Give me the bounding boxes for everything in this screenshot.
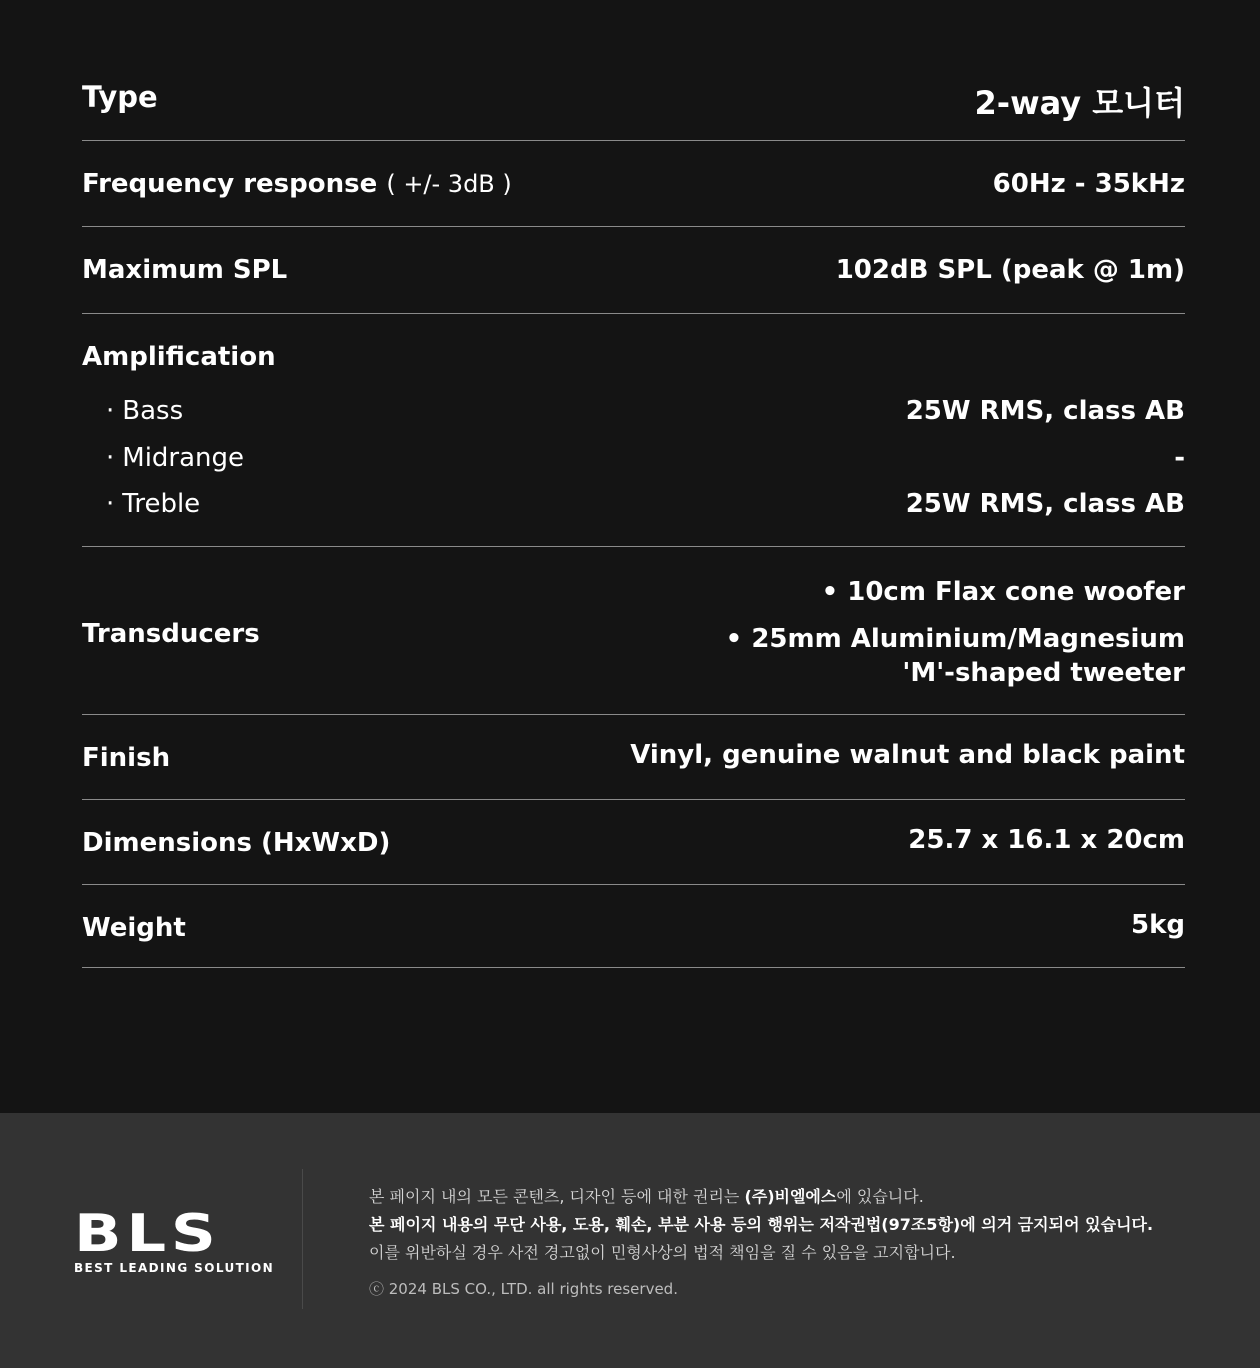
spec-label-spl: Maximum SPL [82, 255, 288, 285]
spec-table [82, 56, 1185, 968]
bls-logo-mark: BLS [74, 1204, 221, 1264]
amplification-item-midrange [82, 443, 1185, 483]
transducer-tweeter-line2: 'M'-shaped tweeter [902, 658, 1185, 688]
bullet-icon: · [106, 396, 115, 426]
spec-value-frequency: 60Hz - 35kHz [992, 169, 1185, 199]
spec-row-dimensions [82, 800, 1185, 885]
bullet-icon: · [106, 489, 115, 519]
frequency-label-note: ( +/- 3dB ) [386, 170, 512, 198]
spec-label-type: Type [82, 80, 158, 114]
spec-row-amplification [82, 314, 1185, 547]
amplification-bass-label: · Bass [106, 396, 184, 426]
footer [0, 1113, 1260, 1368]
bullet-icon: · [106, 443, 115, 473]
spec-label-dimensions: Dimensions (HxWxD) [82, 828, 391, 858]
spec-value-type: 2-way 모니터 [974, 84, 1185, 122]
spec-value-dimensions: 25.7 x 16.1 x 20cm [908, 825, 1185, 855]
amplification-midrange-value: - [1174, 443, 1185, 473]
amplification-midrange-label: · Midrange [106, 443, 245, 473]
spec-label-amplification: Amplification [82, 342, 276, 372]
spec-row-weight [82, 885, 1185, 968]
amplification-treble-label: · Treble [106, 489, 201, 519]
legal-line-1: 본 페이지 내의 모든 콘텐츠, 디자인 등에 대한 권리는 (주)비엘에스에 있습니다. [369, 1187, 924, 1206]
spec-value-weight: 5kg [1131, 910, 1185, 940]
transducer-woofer [822, 575, 1185, 609]
spec-label-frequency [82, 169, 512, 199]
spec-row-finish [82, 715, 1185, 800]
legal-line-2: 본 페이지 내용의 무단 사용, 도용, 훼손, 부분 사용 등의 행위는 저작권법(97조5항)에 의거 금지되어 있습니다. [369, 1215, 1154, 1234]
legal-line-3: 이를 위반하실 경우 사전 경고없이 민형사상의 법적 책임을 질 수 있음을 고지합니다. [369, 1243, 956, 1262]
bls-logo-tagline: BEST LEADING SOLUTION [74, 1261, 275, 1275]
transducer-tweeter-line1: • 25mm Aluminium/Magnesium [725, 624, 1185, 654]
spec-row-spl [82, 227, 1185, 314]
spec-value-spl: 102dB SPL (peak @ 1m) [835, 255, 1185, 285]
amplification-item-bass [82, 396, 1185, 436]
spec-row-type [82, 56, 1185, 141]
legal-notice [369, 1183, 1199, 1303]
spec-label-weight: Weight [82, 913, 186, 943]
bls-logo [74, 1204, 275, 1275]
copyright: ⓒ 2024 BLS CO., LTD. all rights reserved. [369, 1280, 678, 1298]
frequency-label-text: Frequency response [82, 169, 378, 199]
footer-divider [302, 1169, 303, 1309]
transducer-woofer-text: • 10cm Flax cone woofer [821, 577, 1185, 607]
amplification-item-treble [82, 489, 1185, 529]
spec-row-frequency [82, 141, 1185, 227]
spec-value-finish: Vinyl, genuine walnut and black paint [630, 740, 1185, 770]
amplification-bass-value: 25W RMS, class AB [905, 396, 1185, 426]
spec-row-transducers [82, 547, 1185, 715]
transducer-tweeter [726, 622, 1185, 690]
spec-label-transducers: Transducers [82, 619, 260, 649]
spec-label-finish: Finish [82, 743, 171, 773]
amplification-treble-value: 25W RMS, class AB [905, 489, 1185, 519]
